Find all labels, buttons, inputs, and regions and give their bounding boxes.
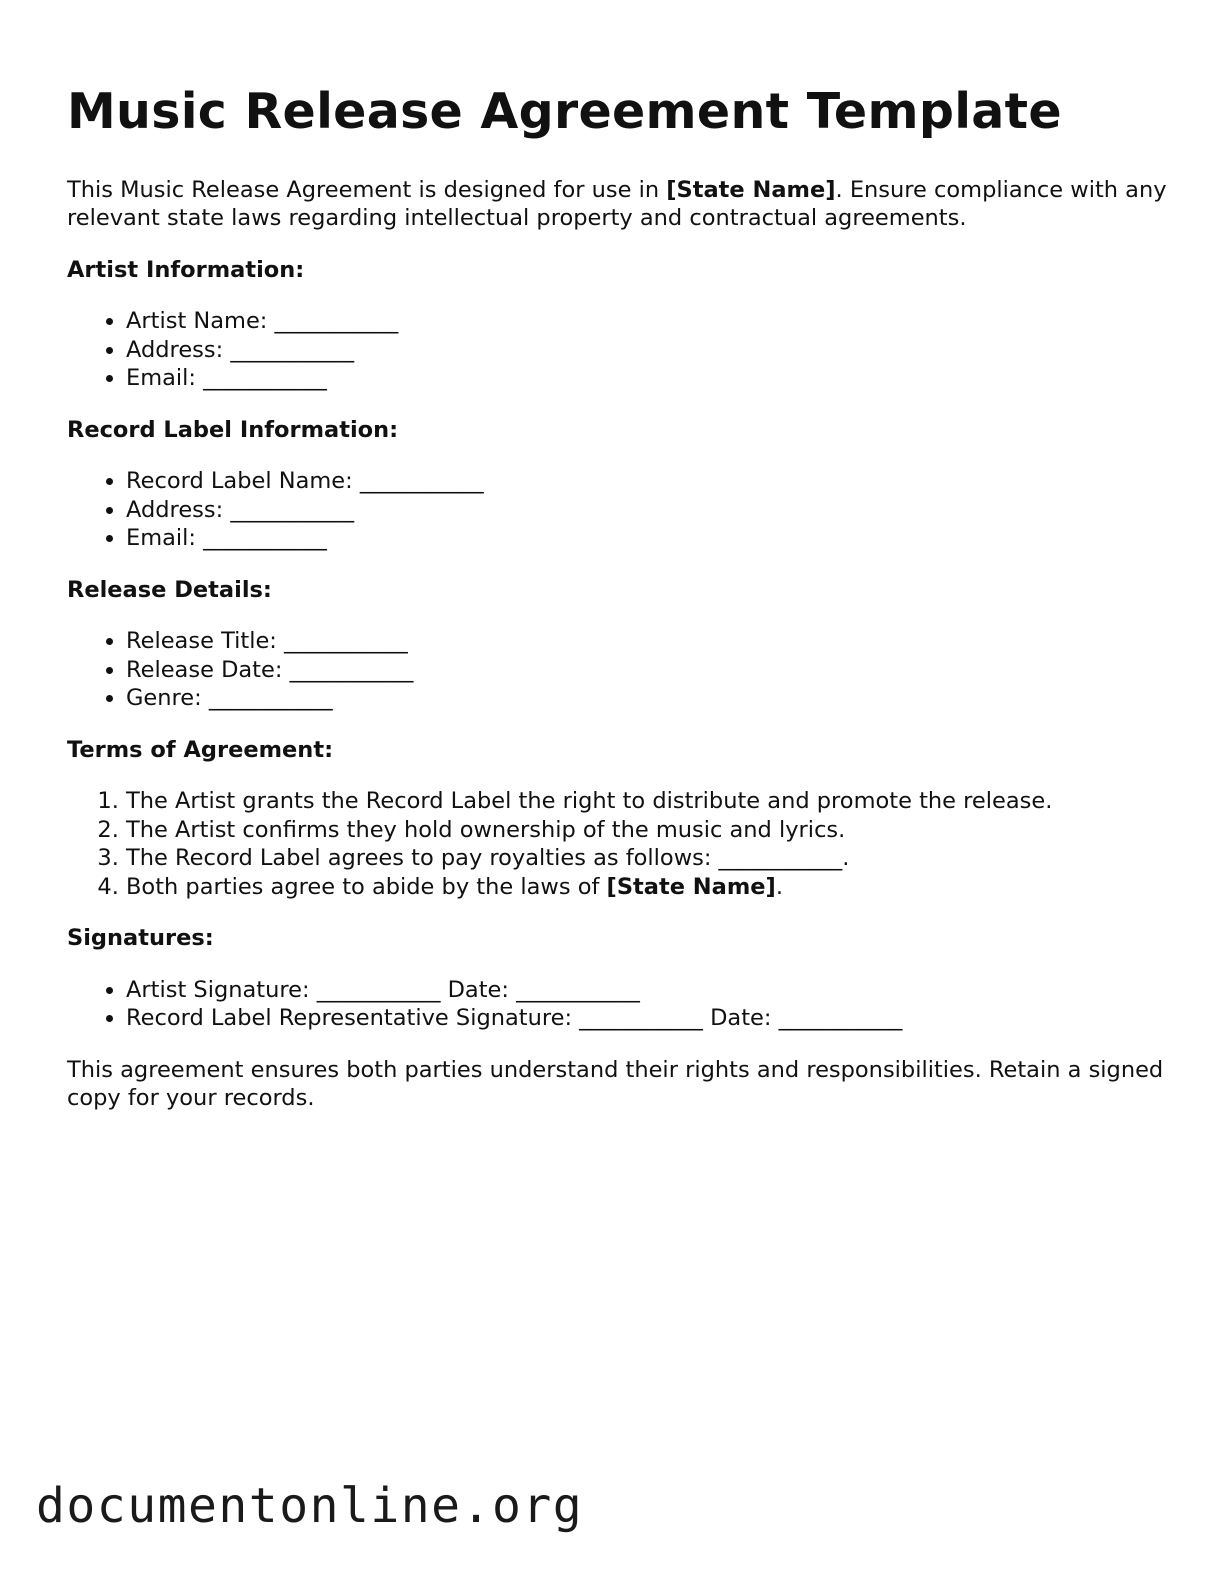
label-name-field: • Record Label Name: ___________ [126, 467, 1177, 496]
artist-info-heading: Artist Information: [67, 256, 305, 283]
intro-paragraph [67, 176, 1177, 233]
terms-heading: Terms of Agreement: [67, 736, 334, 763]
label-info-heading: Record Label Information: [67, 416, 399, 443]
term4-state-placeholder: [State Name] [606, 873, 776, 900]
release-details-heading: Release Details: [67, 576, 272, 603]
signatures-heading: Signatures: [67, 925, 214, 952]
intro-text-after: . Ensure compliance with any relevant state laws regarding intellectual property and contractual agreements. [67, 176, 1167, 232]
term-item: 3. The Record Label agrees to pay royalties as follows: ___________. [126, 844, 1177, 873]
term-item [126, 873, 1177, 902]
label-email-field: • Email: ___________ [126, 524, 1177, 553]
genre-field: • Genre: ___________ [126, 684, 1177, 713]
term4-text-after: . [775, 873, 783, 900]
intro-state-placeholder: [State Name] [666, 176, 836, 203]
release-title-field: • Release Title: ___________ [126, 627, 1177, 656]
artist-address-field: • Address: ___________ [126, 336, 1177, 365]
term-item: 2. The Artist confirms they hold ownership of the music and lyrics. [126, 816, 1177, 845]
artist-name-field: • Artist Name: ___________ [126, 307, 1177, 336]
term4-text-before: Both parties agree to abide by the laws of [126, 873, 607, 900]
release-details-list [67, 627, 1177, 713]
site-watermark: documentonline.org [36, 1478, 584, 1534]
document-page [67, 80, 1177, 1113]
artist-signature-line: • Artist Signature: ___________ Date: ___________ [126, 976, 1177, 1005]
label-address-field: • Address: ___________ [126, 496, 1177, 525]
release-date-field: • Release Date: ___________ [126, 656, 1177, 685]
label-info-list [67, 467, 1177, 553]
term-item: 1. The Artist grants the Record Label the right to distribute and promote the release. [126, 787, 1177, 816]
artist-info-list [67, 307, 1177, 393]
label-signature-line: • Record Label Representative Signature: ___________ Date: ___________ [126, 1004, 1177, 1033]
closing-paragraph: This agreement ensures both parties understand their rights and responsibilities. Retain a signed copy for your records. [67, 1056, 1164, 1112]
signatures-list [67, 976, 1177, 1033]
intro-text-before: This Music Release Agreement is designed for use in [67, 176, 667, 203]
artist-email-field: • Email: ___________ [126, 364, 1177, 393]
document-title: Music Release Agreement Template [67, 83, 1062, 140]
terms-list [67, 787, 1177, 901]
